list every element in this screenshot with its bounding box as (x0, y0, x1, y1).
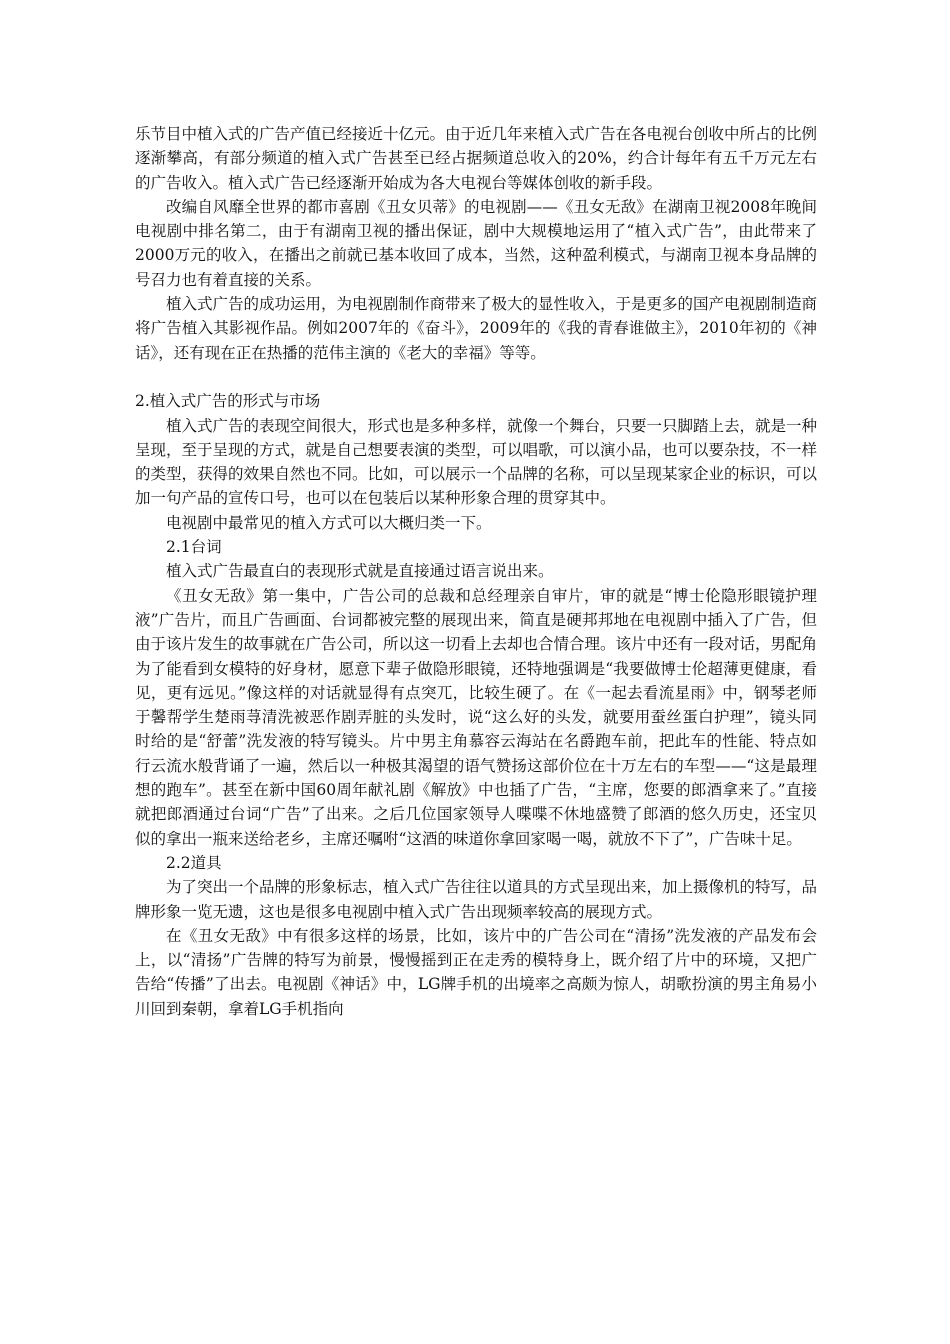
paragraph-dialogue-intro: 植入式广告最直白的表现形式就是直接通过语言说出来。 (166, 562, 554, 581)
paragraph-props-intro: 为了突出一个品牌的形象标志，植入式广告往往以道具的方式呈现出来，加上摄像机的特写，品牌形象一览无遗，这也是很多电视剧中植入式广告出现频率较高的展现方式。 (135, 878, 818, 921)
paragraph-props-examples: 在《丑女无敌》中有很多这样的场景，比如，该片中的广告公司在“清扬”洗发液的产品发布会上，以“清扬”广告牌的特写为前景，慢慢摇到正在走秀的模特身上，既介绍了片中的环境，又把广告给“传播”了出去。电视剧《神话》中，LG牌手机的出境率之高颇为惊人，胡歌扮演的男主角易小川回到秦朝，拿着LG手机指向 (135, 926, 817, 1018)
paragraph-success: 植入式广告的成功运用，为电视剧制作商带来了极大的显性收入，于是更多的国产电视剧制造商将广告植入其影视作品。例如2007年的《奋斗》，2009年的《我的青春谁做主》，2010年初的《神话》，还有现在正在热播的范伟主演的《老大的幸福》等等。 (135, 295, 818, 362)
document-page (135, 122, 817, 1021)
subheading-props: 2.2道具 (166, 853, 222, 872)
paragraph-ugly-betty: 改编自风靡全世界的都市喜剧《丑女贝蒂》的电视剧——《丑女无敌》在湖南卫视2008年晚间电视剧中排名第二，由于有湖南卫视的播出保证，剧中大规模地运用了“植入式广告”，由此带来了2000万元的收入，在播出之前就已基本收回了成本，当然，这种盈利模式，与湖南卫视本身品牌的号召力也有着直接的关系。 (135, 197, 817, 289)
section-heading-forms: 2.植入式广告的形式与市场 (135, 392, 321, 411)
paragraph-dialogue-examples: 《丑女无敌》第一集中，广告公司的总裁和总经理亲自审片，审的就是“博士伦隐形眼镜护理液”广告片，而且广告画面、台词都被完整的展现出来，简直是硬邦邦地在电视剧中插入了广告，但由于该片发生的故事就在广告公司，所以这一切看上去却也合情合理。该片中还有一段对话，男配角为了能看到女模特的好身材，愿意下辈子做隐形眼镜，还特地强调是“我要做博士伦超薄更健康，看见，更有远见。”像这样的对话就显得有点突兀，比较生硬了。在《一起去看流星雨》中，钢琴老师于馨帮学生楚雨荨清洗被恶作剧弄脏的头发时，说“这么好的头发，就要用蚕丝蛋白护理”，镜头同时给的是“舒蕾”洗发液的特写镜头。片中男主角慕容云海站在名爵跑车前，把此车的性能、特点如行云流水般背诵了一遍，然后以一种极其渴望的语气赞扬这部价位在十万左右的车型——“这是最理想的跑车”。甚至在新中国60周年献礼剧《解放》中也插了广告，“主席，您要的郎酒拿来了。”直接就把郎酒通过台词“广告”了出来。之后几位国家领导人喋喋不休地盛赞了郎酒的悠久历史，还宝贝似的拿出一瓶来送给老乡，主席还嘱咐“这酒的味道你拿回家喝一喝，就放不下了”，广告味十足。 (135, 586, 818, 848)
subheading-dialogue: 2.1台词 (166, 538, 222, 557)
paragraph-forms: 植入式广告的表现空间很大，形式也是多种多样，就像一个舞台，只要一只脚踏上去，就是一种呈现，至于呈现的方式，就是自己想要表演的类型，可以唱歌，可以演小品，也可以要杂技，不一样的类型，获得的效果自然也不同。比如，可以展示一个品牌的名称，可以呈现某家企业的标识，可以加一句产品的宣传口号，也可以在包装后以某种形象合理的贯穿其中。 (135, 416, 818, 508)
paragraph-classification: 电视剧中最常见的植入方式可以大概归类一下。 (166, 513, 492, 532)
paragraph-continuation: 乐节目中植入式的广告产值已经接近十亿元。由于近几年来植入式广告在各电视台创收中所占的比例逐渐攀高，有部分频道的植入式广告甚至已经占据频道总收入的20%，约合计每年有五千万元左右的广告收入。植入式广告已经逐渐开始成为各大电视台等媒体创收的新手段。 (135, 125, 818, 192)
blank-line (135, 365, 817, 389)
